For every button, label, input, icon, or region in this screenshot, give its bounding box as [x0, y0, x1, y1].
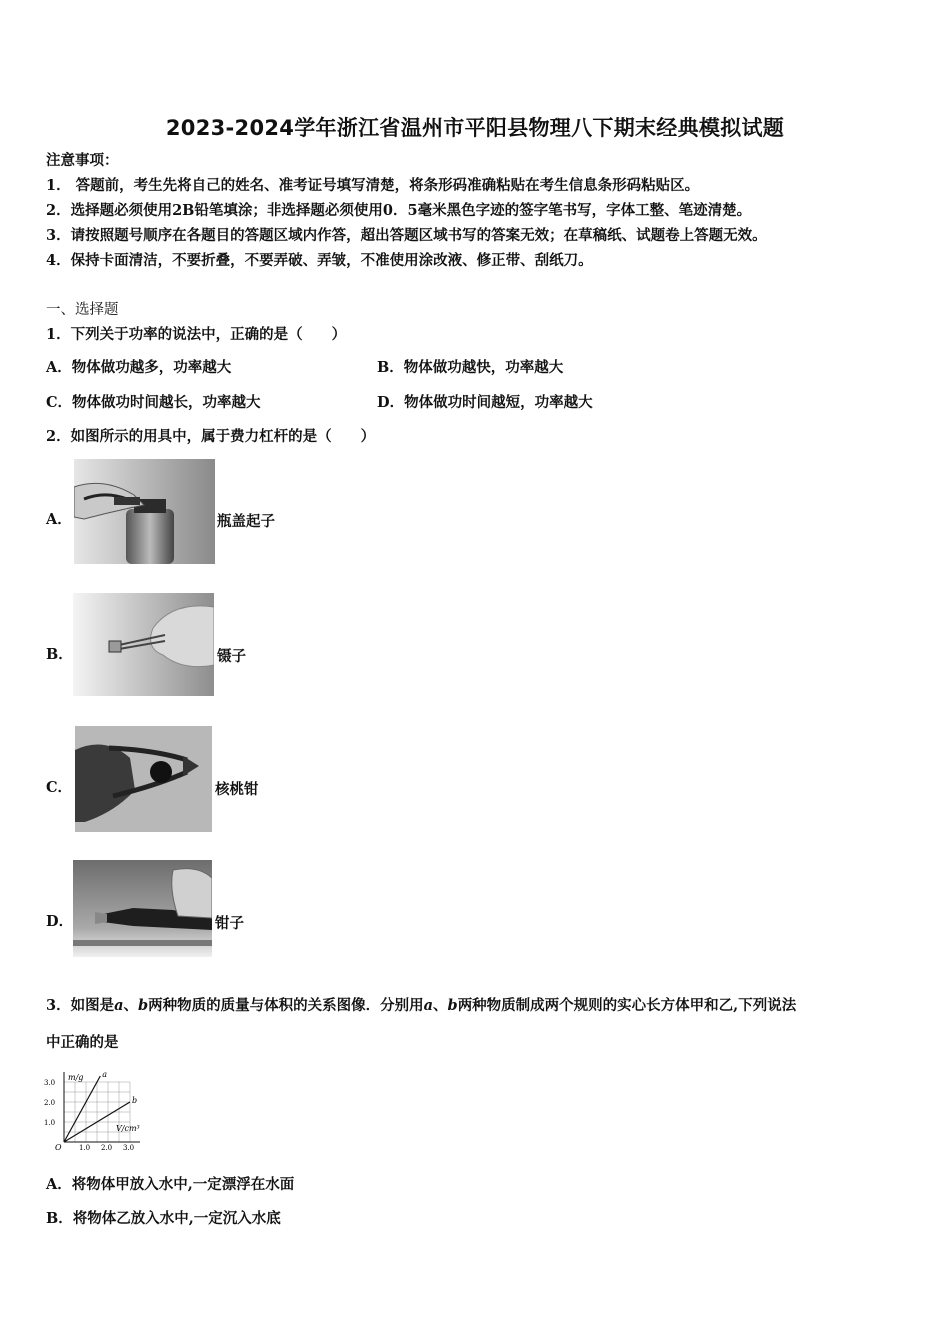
- q2-option-b-caption: 镊子: [217, 648, 246, 665]
- x-tick-label: 2.0: [101, 1144, 113, 1152]
- q3-sep-2: 、: [433, 997, 448, 1014]
- question-1-stem: 1．下列关于功率的说法中，正确的是（ ）: [46, 326, 347, 343]
- series-label-a: a: [102, 1070, 108, 1079]
- mass-volume-graph: [42, 1062, 160, 1152]
- origin-label: O: [55, 1143, 62, 1152]
- y-tick-label: 1.0: [44, 1119, 56, 1127]
- notice-item-2: 2．选择题必须使用2B铅笔填涂；非选择题必须使用0．5毫米黑色字迹的签字笔书写，字体工整、笔迹清楚。: [46, 202, 752, 219]
- question-3-stem: [46, 996, 796, 1016]
- x-axis-label: V/cm³: [116, 1124, 140, 1133]
- q3-var-b: b: [138, 997, 149, 1014]
- q2-option-d-letter: D．: [46, 913, 74, 930]
- y-tick-label: 3.0: [44, 1079, 56, 1087]
- graph-grid: [64, 1082, 130, 1142]
- q1-option-c: C．物体做功时间越长，功率越大: [46, 394, 261, 411]
- q3-stem-part2: 两种物质的质量与体积的关系图像．分别用: [148, 997, 424, 1014]
- tweezers-image: [73, 593, 214, 696]
- q3-option-b: B．将物体乙放入水中,一定沉入水底: [46, 1210, 281, 1227]
- q2-option-c-caption: 核桃钳: [215, 781, 259, 798]
- q3-var-a-2: a: [423, 997, 434, 1014]
- x-tick-label: 3.0: [123, 1144, 135, 1152]
- q3-sep: 、: [123, 997, 138, 1014]
- graph-ticks: [44, 1079, 134, 1152]
- q3-var-b-2: b: [447, 997, 458, 1014]
- pliers-image: [73, 860, 212, 957]
- page-title: 2023-2024学年浙江省温州市平阳县物理八下期末经典模拟试题: [165, 116, 785, 140]
- question-3-stem-line2: 中正确的是: [46, 1034, 119, 1051]
- bottle-opener-image: [74, 459, 215, 564]
- mass-volume-chart-svg: [42, 1062, 160, 1152]
- q2-option-a-caption: 瓶盖起子: [217, 513, 275, 530]
- q2-option-d-caption: 钳子: [215, 915, 244, 932]
- q1-option-a: A．物体做功越多，功率越大: [46, 359, 232, 376]
- q2-option-a-letter: A．: [46, 511, 72, 528]
- x-tick-label: 1.0: [79, 1144, 91, 1152]
- q1-option-b: B．物体做功越快，功率越大: [377, 359, 564, 376]
- question-2-stem: 2．如图所示的用具中，属于费力杠杆的是（ ）: [46, 428, 376, 445]
- series-label-b: b: [132, 1096, 138, 1105]
- q3-option-a: A．将物体甲放入水中,一定漂浮在水面: [46, 1176, 295, 1193]
- notice-item-1: 1． 答题前，考生先将自己的姓名、准考证号填写清楚，将条形码准确粘贴在考生信息条形码粘贴区。: [46, 177, 700, 194]
- q2-option-b-letter: B．: [46, 646, 73, 663]
- y-axis-label: m/g: [68, 1073, 84, 1082]
- y-tick-label: 2.0: [44, 1099, 56, 1107]
- notice-item-3: 3．请按照题号顺序在各题目的答题区域内作答，超出答题区域书写的答案无效；在草稿纸、试题卷上答题无效。: [46, 227, 767, 244]
- q3-var-a: a: [114, 997, 124, 1014]
- q1-option-d: D．物体做功时间越短，功率越大: [377, 394, 593, 411]
- nutcracker-image: [75, 726, 212, 832]
- notice-item-4: 4．保持卡面清洁，不要折叠，不要弄破、弄皱，不准使用涂改液、修正带、刮纸刀。: [46, 252, 593, 269]
- q2-option-c-letter: C．: [46, 779, 73, 796]
- q3-stem-part3: 两种物质制成两个规则的实心长方体甲和乙,下列说法: [457, 997, 797, 1014]
- notice-heading: 注意事项：: [46, 152, 119, 169]
- section-heading: 一、选择题: [46, 302, 119, 318]
- q3-stem-part1: 3．如图是: [46, 997, 115, 1014]
